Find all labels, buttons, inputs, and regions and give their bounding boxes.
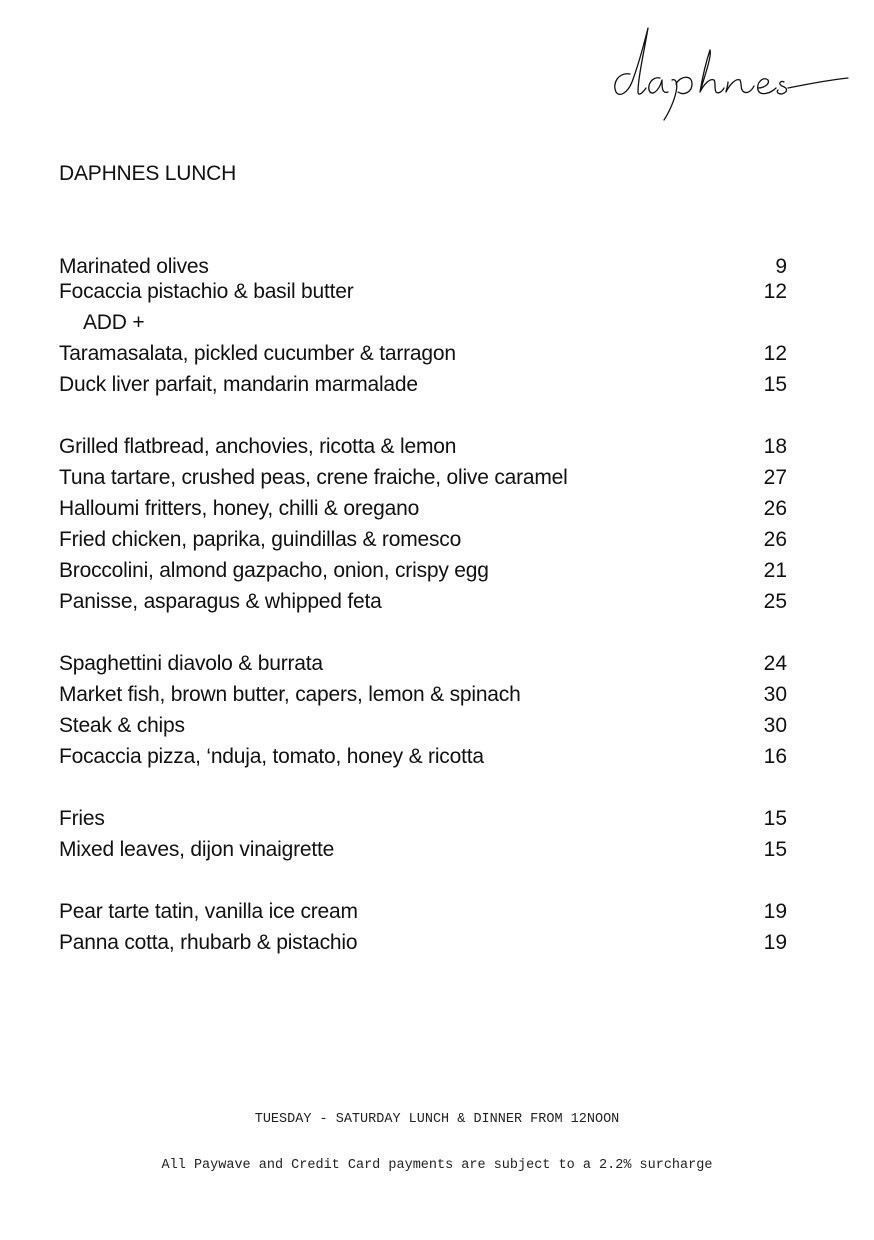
menu-item <box>59 930 787 961</box>
menu-item <box>59 465 787 496</box>
opening-hours: TUESDAY - SATURDAY LUNCH & DINNER FROM 12NOON <box>254 1112 620 1127</box>
menu-item <box>59 434 787 465</box>
item-price: 18 <box>763 435 787 458</box>
menu-item <box>59 279 787 310</box>
section-divider <box>59 620 787 651</box>
item-name: Panisse, asparagus & whipped feta <box>59 590 382 613</box>
menu-item <box>59 713 787 744</box>
menu-item <box>59 806 787 837</box>
item-name: Taramasalata, pickled cucumber & tarragon <box>59 342 456 365</box>
menu-item <box>59 744 787 775</box>
item-name: Focaccia pizza, ‘nduja, tomato, honey & ricotta <box>59 745 484 768</box>
item-name: Focaccia pistachio & basil butter <box>59 280 354 303</box>
item-name: Spaghettini diavolo & burrata <box>59 652 323 675</box>
menu-list <box>59 254 787 961</box>
menu-item <box>59 558 787 589</box>
item-price: 16 <box>763 745 787 768</box>
item-name: Tuna tartare, crushed peas, crene fraiche, olive caramel <box>59 466 568 489</box>
menu-item <box>59 341 787 372</box>
item-price: 12 <box>763 280 787 303</box>
item-name: Grilled flatbread, anchovies, ricotta & lemon <box>59 435 457 458</box>
item-price: 25 <box>763 590 787 613</box>
item-price: 9 <box>775 255 787 278</box>
section-divider <box>59 868 787 899</box>
item-name: Marinated olives <box>59 255 209 278</box>
item-price: 21 <box>763 559 787 582</box>
menu-item <box>59 651 787 682</box>
item-name: Duck liver parfait, mandarin marmalade <box>59 373 418 396</box>
menu-add-on-label <box>59 310 787 341</box>
menu-item <box>59 496 787 527</box>
surcharge-note: All Paywave and Credit Card payments are subject to a 2.2% surcharge <box>161 1158 713 1173</box>
item-price: 26 <box>763 497 787 520</box>
item-name: Broccolini, almond gazpacho, onion, crispy egg <box>59 559 489 582</box>
item-name: Steak & chips <box>59 714 185 737</box>
add-on-label: ADD + <box>83 311 145 334</box>
item-name: Fries <box>59 807 105 830</box>
item-price: 15 <box>763 807 787 830</box>
item-price: 27 <box>763 466 787 489</box>
menu-title: DAPHNES LUNCH <box>59 162 237 185</box>
item-name: Fried chicken, paprika, guindillas & romesco <box>59 528 462 551</box>
menu-item <box>59 527 787 558</box>
section-divider <box>59 775 787 806</box>
item-name: Pear tarte tatin, vanilla ice cream <box>59 900 358 923</box>
item-price: 26 <box>763 528 787 551</box>
item-price: 15 <box>763 373 787 396</box>
item-price: 15 <box>763 838 787 861</box>
item-price: 30 <box>763 683 787 706</box>
menu-item <box>59 372 787 403</box>
item-price: 19 <box>763 931 787 954</box>
item-name: Mixed leaves, dijon vinaigrette <box>59 838 335 861</box>
item-price: 24 <box>763 652 787 675</box>
menu-item <box>59 837 787 868</box>
menu-item <box>59 254 787 279</box>
item-name: Halloumi fritters, honey, chilli & oregano <box>59 497 420 520</box>
menu-item <box>59 589 787 620</box>
item-name: Market fish, brown butter, capers, lemon & spinach <box>59 683 521 706</box>
daphnes-script-logo <box>608 22 854 126</box>
item-price: 19 <box>763 900 787 923</box>
menu-item <box>59 682 787 713</box>
item-price: 12 <box>763 342 787 365</box>
section-divider <box>59 403 787 434</box>
item-price: 30 <box>763 714 787 737</box>
menu-item <box>59 899 787 930</box>
item-name: Panna cotta, rhubarb & pistachio <box>59 931 358 954</box>
